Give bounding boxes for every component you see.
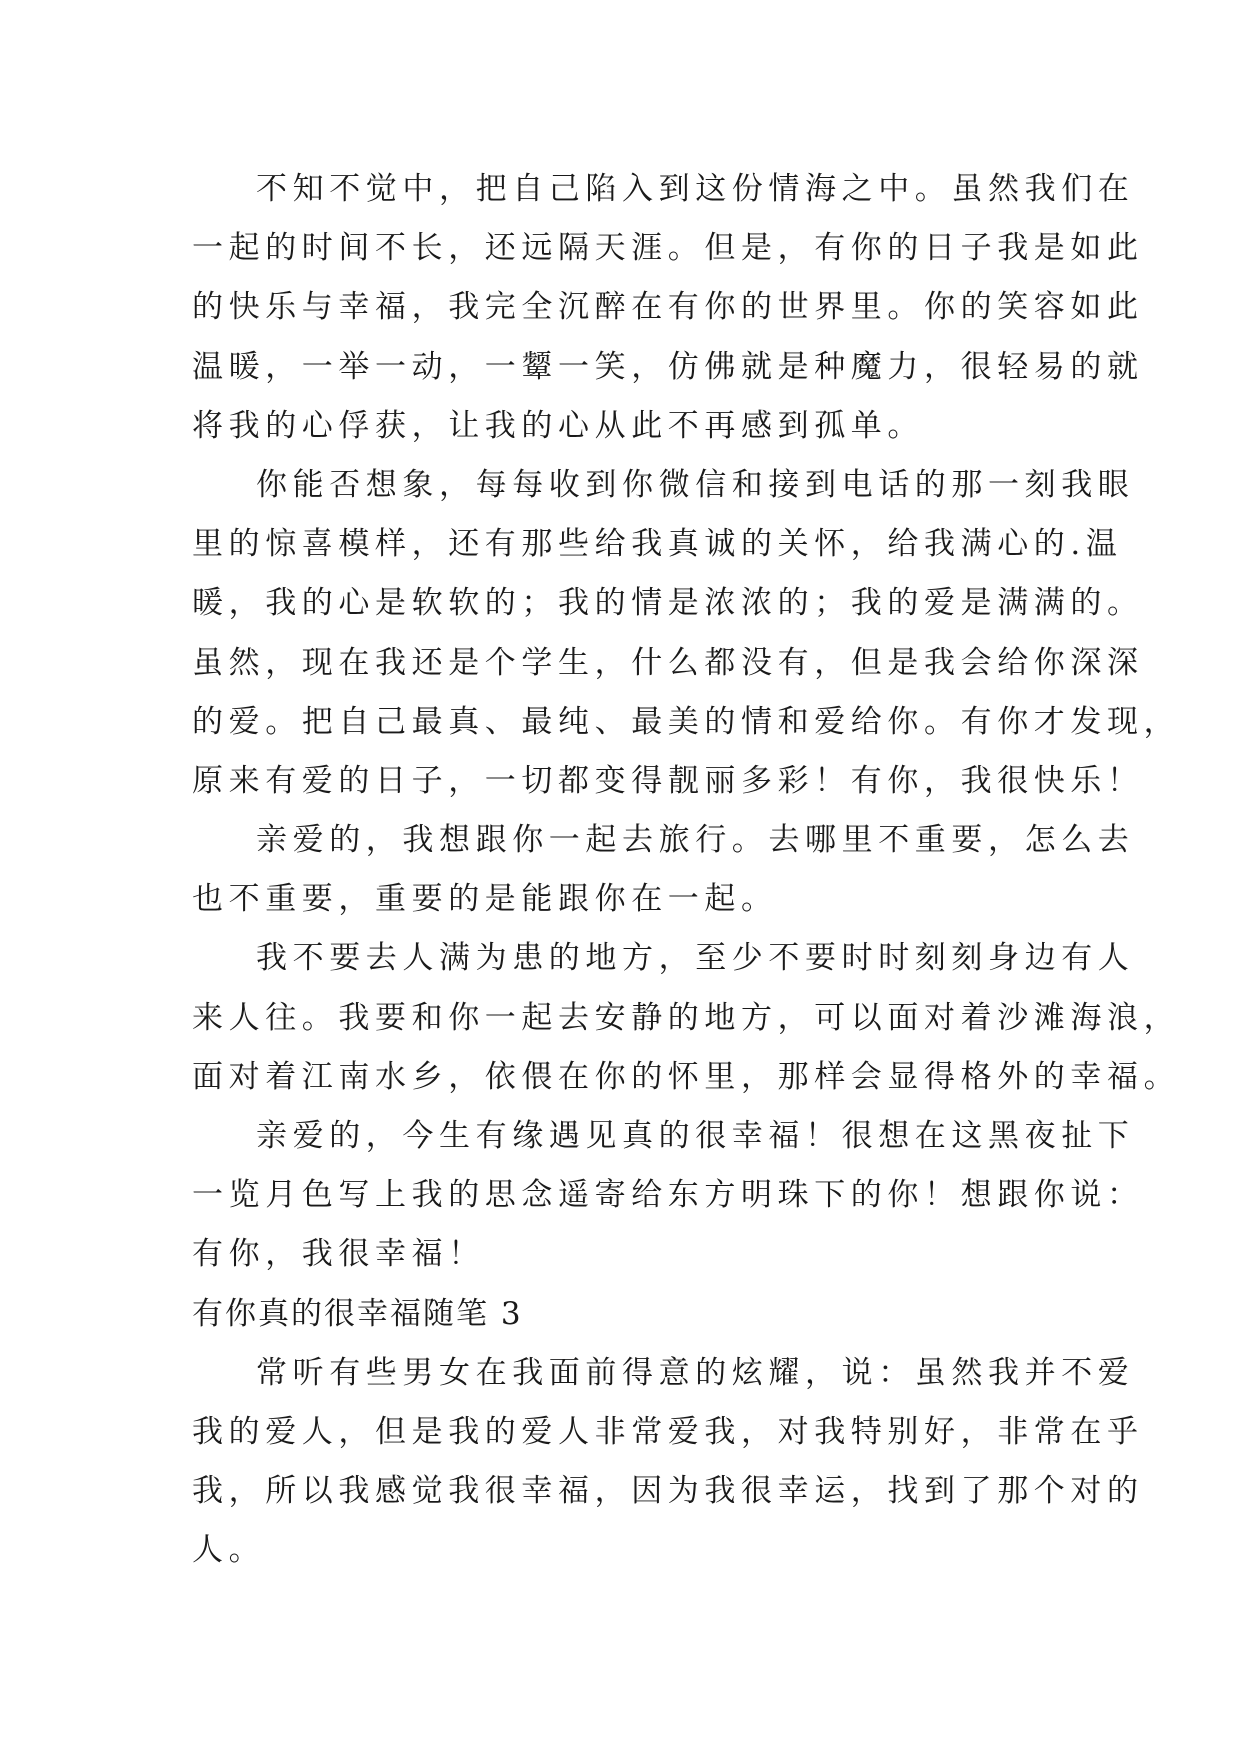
text-line: 虽然，现在我还是个学生，什么都没有，但是我会给你深深 bbox=[192, 644, 1144, 681]
text-line: 一起的时间不长，还远隔天涯。但是，有你的日子我是如此 bbox=[192, 230, 1144, 267]
text-line: 我的爱人，但是我的爱人非常爱我，对我特别好，非常在乎 bbox=[192, 1413, 1144, 1450]
text-line: 常听有些男女在我面前得意的炫耀，说：虽然我并不爱 bbox=[256, 1354, 1135, 1391]
text-line: 不知不觉中，把自己陷入到这份情海之中。虽然我们在 bbox=[256, 171, 1135, 207]
document-body bbox=[192, 160, 1181, 1581]
text-line: 你能否想象，每每收到你微信和接到电话的那一刻我眼 bbox=[256, 466, 1135, 503]
text-line: 亲爱的，我想跟你一起去旅行。去哪里不重要，怎么去 bbox=[256, 822, 1135, 859]
text-line: 我不要去人满为患的地方，至少不要时时刻刻身边有人 bbox=[256, 940, 1135, 977]
text-line: 原来有爱的日子，一切都变得靓丽多彩！有你，我很快乐！ bbox=[192, 762, 1144, 799]
text-line: 也不重要，重要的是能跟你在一起。 bbox=[192, 881, 778, 918]
text-line: 一览月色写上我的思念遥寄给东方明珠下的你！想跟你说： bbox=[192, 1177, 1144, 1214]
text-line: 亲爱的，今生有缘遇见真的很幸福！很想在这黑夜扯下 bbox=[256, 1118, 1135, 1154]
text-line: 里的惊喜模样，还有那些给我真诚的关怀，给我满心的.温 bbox=[192, 526, 1123, 563]
text-line: 的爱。把自己最真、最纯、最美的情和爱给你。有你才发现， bbox=[192, 703, 1181, 740]
text-line: 的快乐与幸福，我完全沉醉在有你的世界里。你的笑容如此 bbox=[192, 289, 1144, 326]
text-line: 来人往。我要和你一起去安静的地方，可以面对着沙滩海浪， bbox=[192, 999, 1181, 1036]
text-line: 温暖，一举一动，一颦一笑，仿佛就是种魔力，很轻易的就 bbox=[192, 348, 1144, 385]
text-line: 我，所以我感觉我很幸福，因为我很幸运，找到了那个对的 bbox=[192, 1473, 1144, 1510]
text-line: 人。 bbox=[192, 1532, 266, 1569]
text-line: 面对着江南水乡，依偎在你的怀里，那样会显得格外的幸福。 bbox=[192, 1058, 1181, 1095]
section-heading: 有你真的很幸福随笔 3 bbox=[192, 1295, 523, 1332]
text-line: 有你，我很幸福！ bbox=[192, 1236, 485, 1273]
text-line: 暖，我的心是软软的；我的情是浓浓的；我的爱是满满的。 bbox=[192, 585, 1144, 622]
text-line: 将我的心俘获，让我的心从此不再感到孤单。 bbox=[192, 407, 924, 444]
